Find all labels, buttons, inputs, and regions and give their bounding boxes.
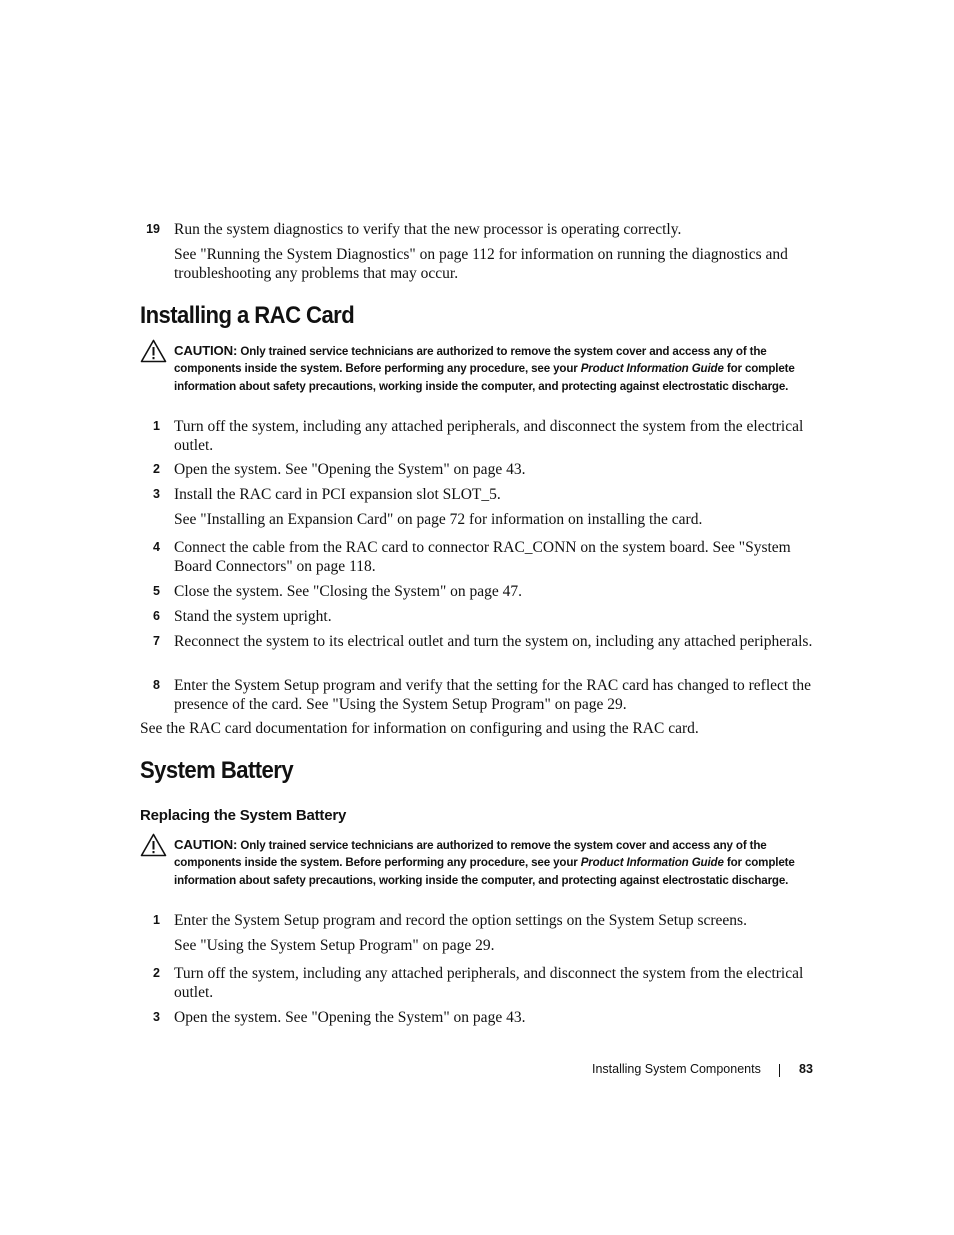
footer-divider — [779, 1064, 780, 1077]
step-text: Enter the System Setup program and record the option settings on the System Setup screens. — [174, 912, 747, 929]
caution-label: CAUTION: — [174, 837, 238, 852]
caution-text-part: Only trained service technicians are authorized to remove the system cover and access any of the components inside the system. Before performing any procedure, see your — [174, 839, 767, 870]
caution-label: CAUTION: — [174, 343, 238, 358]
step-number: 6 — [153, 609, 160, 623]
step-number: 3 — [153, 487, 160, 501]
step-number: 2 — [153, 462, 160, 476]
page-number: 83 — [799, 1062, 813, 1076]
step-text: Turn off the system, including any attached peripherals, and disconnect the system from the electrical outlet. — [174, 418, 804, 454]
caution-text — [174, 342, 822, 395]
step-number: 7 — [153, 634, 160, 648]
caution-text-part: for complete information about safety precautions, working inside the computer, and protecting against electrostatic discharge. — [174, 362, 795, 393]
step-text: Close the system. See "Closing the System" on page 47. — [174, 583, 523, 600]
warning-icon — [140, 339, 167, 363]
step-text: Install the RAC card in PCI expansion slot SLOT_5. — [174, 486, 501, 503]
battery-step-1-note: See "Using the System Setup Program" on page 29. — [174, 937, 495, 954]
step-number: 1 — [153, 419, 160, 433]
step-text: Open the system. See "Opening the System" on page 43. — [174, 1009, 526, 1026]
rac-closing-paragraph: See the RAC card documentation for information on configuring and using the RAC card. — [140, 720, 699, 737]
step-number: 19 — [146, 222, 160, 236]
step-number: 5 — [153, 584, 160, 598]
step-text: Stand the system upright. — [174, 608, 332, 625]
caution-text — [174, 836, 822, 889]
heading-installing-rac-card: Installing a RAC Card — [140, 302, 355, 329]
rac-step-3-note: See "Installing an Expansion Card" on page 72 for information on installing the card. — [174, 511, 703, 528]
step-number: 4 — [153, 540, 160, 554]
product-information-guide: Product Information Guide — [580, 856, 724, 870]
step-text: Open the system. See "Opening the System" on page 43. — [174, 461, 526, 478]
step-number: 3 — [153, 1010, 160, 1024]
step-number: 2 — [153, 966, 160, 980]
step-text: Enter the System Setup program and verify that the setting for the RAC card has changed to reflect the presence of the card. See "Using the System Setup Program" on page 29. — [174, 677, 812, 713]
heading-system-battery: System Battery — [140, 757, 294, 784]
footer-section-name: Installing System Components — [592, 1062, 761, 1076]
step-text: Turn off the system, including any attached peripherals, and disconnect the system from the electrical outlet. — [174, 965, 804, 1001]
step-text: Connect the cable from the RAC card to connector RAC_CONN on the system board. See "System Board Connectors" on page 118. — [174, 539, 791, 575]
step-19-note: See "Running the System Diagnostics" on page 112 for information on running the diagnostics and troubleshooting any problems that may occur. — [174, 246, 788, 282]
warning-icon — [140, 833, 167, 857]
step-text: Reconnect the system to its electrical outlet and turn the system on, including any attached peripherals. — [174, 633, 813, 650]
product-information-guide: Product Information Guide — [580, 362, 724, 376]
caution-text-part: for complete information about safety precautions, working inside the computer, and protecting against electrostatic discharge. — [174, 856, 795, 887]
subheading-replacing-system-battery: Replacing the System Battery — [140, 807, 347, 824]
step-text: Run the system diagnostics to verify that the new processor is operating correctly. — [174, 221, 682, 238]
step-number: 8 — [153, 678, 160, 692]
caution-text-part: Only trained service technicians are authorized to remove the system cover and access any of the components inside the system. Before performing any procedure, see your — [174, 345, 767, 376]
step-number: 1 — [153, 913, 160, 927]
